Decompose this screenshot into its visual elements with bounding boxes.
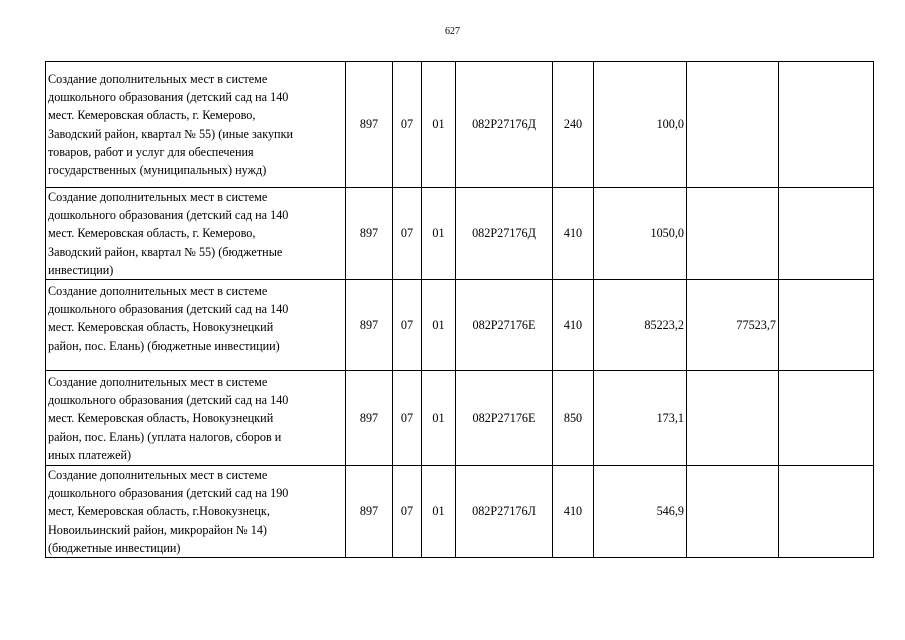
ministry-code: 897	[346, 62, 393, 188]
table-row	[46, 280, 874, 371]
target-article-code: 082P27176Д	[456, 62, 553, 188]
amount-3	[779, 62, 874, 188]
expense-type-code: 850	[553, 371, 594, 466]
amount-1: 173,1	[594, 371, 687, 466]
ministry-code: 897	[346, 466, 393, 558]
section-code: 07	[393, 188, 422, 280]
expense-type-code: 410	[553, 188, 594, 280]
row-description: Создание дополнительных мест в системе дошкольного образования (детский сад на 140 мест. Кемеровская область, г. Кемерово, Заводский район, квартал № 55) (бюджетные инвестиции)	[46, 188, 346, 280]
amount-2	[687, 371, 779, 466]
amount-2	[687, 466, 779, 558]
amount-1: 546,9	[594, 466, 687, 558]
amount-1: 1050,0	[594, 188, 687, 280]
amount-2	[687, 188, 779, 280]
section-code: 07	[393, 466, 422, 558]
subsection-code: 01	[422, 466, 456, 558]
expense-type-code: 240	[553, 62, 594, 188]
amount-3	[779, 280, 874, 371]
subsection-code: 01	[422, 371, 456, 466]
section-code: 07	[393, 62, 422, 188]
table-row	[46, 371, 874, 466]
table-row	[46, 62, 874, 188]
section-code: 07	[393, 371, 422, 466]
amount-3	[779, 466, 874, 558]
budget-table	[45, 61, 874, 558]
row-description: Создание дополнительных мест в системе дошкольного образования (детский сад на 140 мест. Кемеровская область, Новокузнецкий район, пос. Елань) (уплата налогов, сборов и иных платежей)	[46, 371, 346, 466]
table-row	[46, 188, 874, 280]
amount-2	[687, 62, 779, 188]
ministry-code: 897	[346, 188, 393, 280]
amount-1: 85223,2	[594, 280, 687, 371]
row-description: Создание дополнительных мест в системе дошкольного образования (детский сад на 140 мест. Кемеровская область, г. Кемерово, Заводский район, квартал № 55) (иные закупки товаров, работ и услуг для обеспечения государственных (муниципальных) нужд)	[46, 62, 346, 188]
table-row	[46, 466, 874, 558]
subsection-code: 01	[422, 62, 456, 188]
row-description: Создание дополнительных мест в системе дошкольного образования (детский сад на 140 мест. Кемеровская область, Новокузнецкий район, пос. Елань) (бюджетные инвестиции)	[46, 280, 346, 371]
row-description: Создание дополнительных мест в системе дошкольного образования (детский сад на 190 мест, Кемеровская область, г.Новокузнецк, Новоильинский район, микрорайон № 14) (бюджетные инвестиции)	[46, 466, 346, 558]
section-code: 07	[393, 280, 422, 371]
page-number: 627	[445, 26, 460, 37]
target-article-code: 082P27176Л	[456, 466, 553, 558]
target-article-code: 082P27176E	[456, 280, 553, 371]
amount-1: 100,0	[594, 62, 687, 188]
subsection-code: 01	[422, 188, 456, 280]
target-article-code: 082P27176E	[456, 371, 553, 466]
amount-3	[779, 188, 874, 280]
amount-3	[779, 371, 874, 466]
ministry-code: 897	[346, 371, 393, 466]
expense-type-code: 410	[553, 466, 594, 558]
target-article-code: 082P27176Д	[456, 188, 553, 280]
subsection-code: 01	[422, 280, 456, 371]
ministry-code: 897	[346, 280, 393, 371]
expense-type-code: 410	[553, 280, 594, 371]
amount-2: 77523,7	[687, 280, 779, 371]
